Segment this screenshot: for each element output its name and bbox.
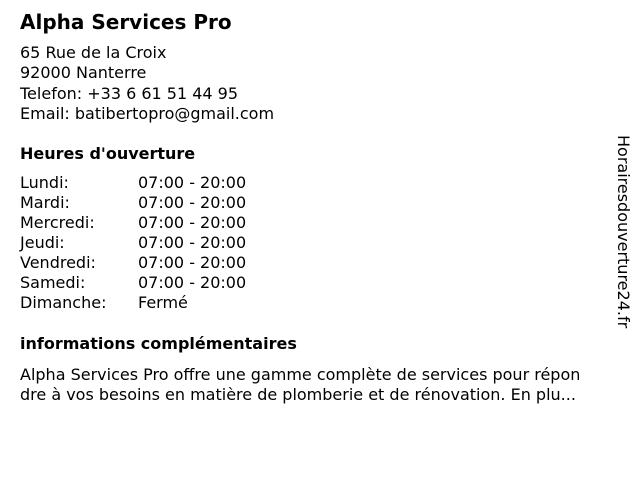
additional-info-heading: informations complémentaires xyxy=(20,334,297,353)
opening-hours-heading: Heures d'ouverture xyxy=(20,144,196,163)
email-address: Email: batibertopro@gmail.com xyxy=(20,103,275,123)
address-city: 92000 Nanterre xyxy=(20,63,147,83)
hours-row-tuesday xyxy=(20,193,320,213)
hours-day-label: Mercredi: xyxy=(20,213,95,232)
hours-day-label: Samedi: xyxy=(20,273,86,292)
phone-number: Telefon: +33 6 61 51 44 95 xyxy=(20,83,239,103)
address-block xyxy=(20,43,274,124)
opening-hours-table xyxy=(20,173,320,313)
hours-time-value: Fermé xyxy=(138,293,188,312)
hours-row-sunday xyxy=(20,293,320,313)
hours-row-wednesday xyxy=(20,213,320,233)
hours-time-value: 07:00 - 20:00 xyxy=(138,173,247,192)
hours-row-thursday xyxy=(20,233,320,253)
hours-day-label: Vendredi: xyxy=(20,253,96,272)
hours-day-label: Mardi: xyxy=(20,193,70,212)
site-watermark: Horairesdouverture24.fr xyxy=(614,135,633,329)
additional-info-text xyxy=(20,365,630,405)
hours-row-monday xyxy=(20,173,320,193)
hours-time-value: 07:00 - 20:00 xyxy=(138,233,247,252)
hours-time-value: 07:00 - 20:00 xyxy=(138,213,247,232)
hours-time-value: 07:00 - 20:00 xyxy=(138,253,247,272)
hours-day-label: Jeudi: xyxy=(20,233,65,252)
hours-time-value: 07:00 - 20:00 xyxy=(138,273,247,292)
hours-time-value: 07:00 - 20:00 xyxy=(138,193,247,212)
additional-info-line: dre à vos besoins en matière de plomberie et de rénovation. En plu... xyxy=(20,385,576,404)
hours-row-friday xyxy=(20,253,320,273)
hours-day-label: Lundi: xyxy=(20,173,69,192)
additional-info-line: Alpha Services Pro offre une gamme complète de services pour répon xyxy=(20,365,581,384)
address-street: 65 Rue de la Croix xyxy=(20,43,167,62)
business-name: Alpha Services Pro xyxy=(20,10,232,34)
hours-day-label: Dimanche: xyxy=(20,293,107,312)
hours-row-saturday xyxy=(20,273,320,293)
